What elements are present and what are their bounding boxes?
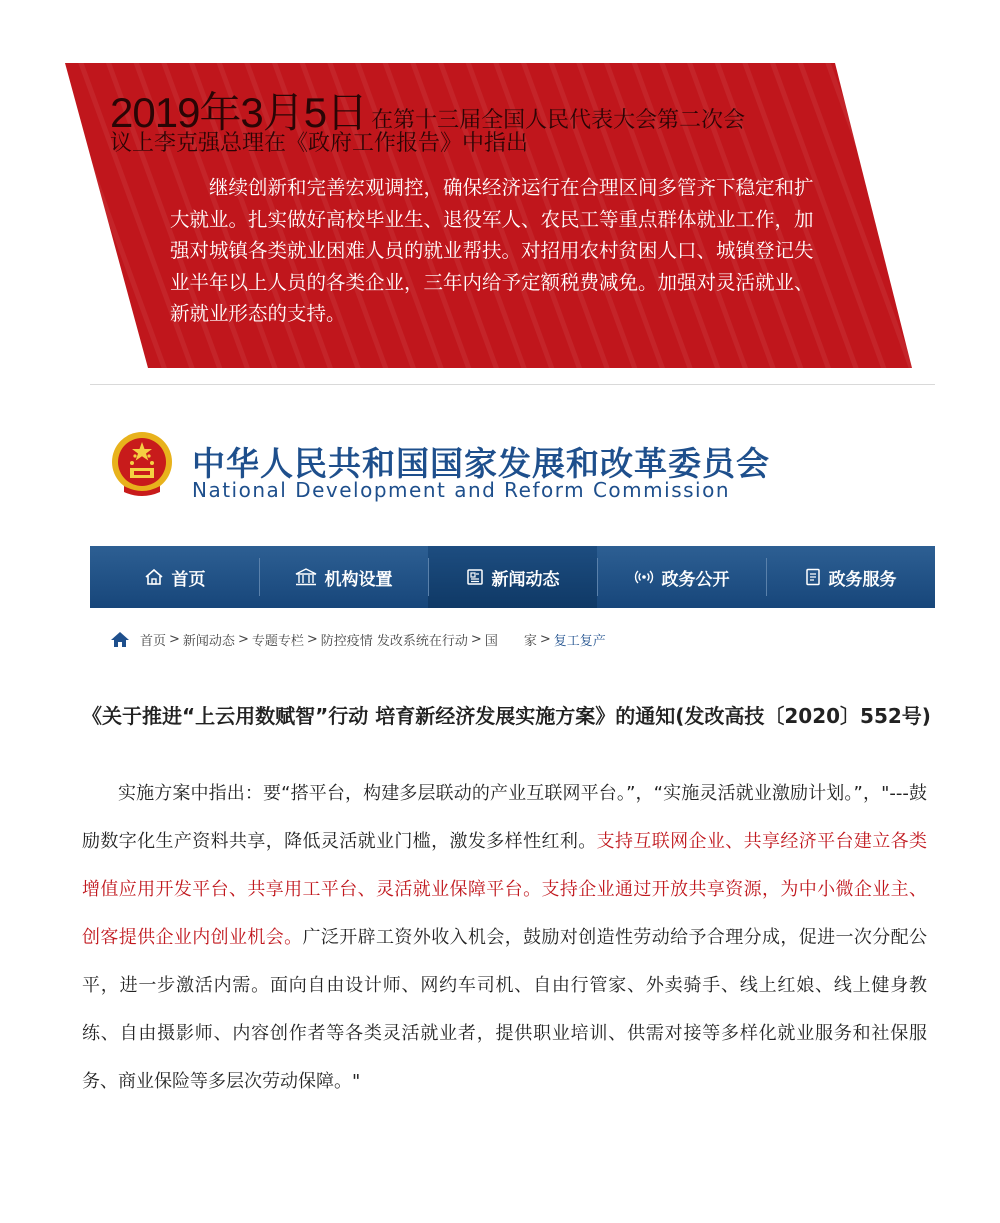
banner-quote bbox=[170, 172, 830, 330]
nav-item-label: 机构设置 bbox=[324, 569, 393, 590]
breadcrumb-news[interactable]: 新闻动态 bbox=[182, 634, 235, 649]
breadcrumb-epidemic[interactable]: 防控疫情 发改系统在行动 bbox=[320, 634, 468, 649]
logo-title-cn: 中华人民共和国国家发展和改革委员会 bbox=[192, 444, 770, 483]
banner-title-line1: 在第十三届全国人民代表大会第二次会 bbox=[371, 108, 746, 133]
red-banner bbox=[0, 0, 1000, 380]
breadcrumb-separator: > bbox=[169, 632, 180, 647]
article-highlight: 支持互联网企业、共享经济平台建立各类增值应用开发平台、共享用工平台、灵活就业保障平台。支持企业通过开放共享资源，为中小微企业主、创客提供企业内创业机会。 bbox=[82, 831, 927, 948]
logo-title-en: National Development and Reform Commission bbox=[192, 478, 730, 502]
building-icon bbox=[295, 568, 317, 586]
home-icon bbox=[144, 568, 164, 586]
breadcrumb bbox=[110, 630, 606, 649]
banner-date: 2019年3月5日 bbox=[110, 89, 368, 136]
nav-item-label: 政务服务 bbox=[828, 569, 897, 590]
nav-item-home[interactable] bbox=[90, 546, 259, 608]
article-paragraph bbox=[82, 770, 927, 1106]
breadcrumb-national[interactable]: 国 家 bbox=[484, 634, 537, 649]
banner-quote-text: 继续创新和完善宏观调控，确保经济运行在合理区间多管齐下稳定和扩大就业。扎实做好高校毕业生、退役军人、农民工等重点群体就业工作，加强对城镇各类就业困难人员的就业帮扶。对招用农村贫困人口、城镇登记失业半年以上人员的各类企业，三年内给予定额税费减免。加强对灵活就业、新就业形态的支持。 bbox=[170, 176, 814, 325]
national-emblem-icon bbox=[110, 430, 174, 500]
breadcrumb-home[interactable]: 首页 bbox=[140, 634, 167, 649]
nav-item-government-affairs[interactable] bbox=[597, 546, 766, 608]
nav-item-label: 新闻动态 bbox=[491, 569, 560, 590]
article-body bbox=[82, 770, 927, 1106]
breadcrumb-separator: > bbox=[237, 632, 249, 647]
news-icon bbox=[466, 568, 484, 586]
nav-item-organization[interactable] bbox=[259, 546, 428, 608]
nav-item-services[interactable] bbox=[766, 546, 935, 608]
breadcrumb-separator: > bbox=[306, 632, 318, 647]
article-rest: 广泛开辟工资外收入机会，鼓励对创造性劳动给予合理分成，促进一次分配公平，进一步激活内需。面向自由设计师、网约车司机、自由行管家、外卖骑手、线上红娘、线上健身教练、自由摄影师、内容创作者等各类灵活就业者，提供职业培训、供需对接等多样化就业服务和社保服务、商业保险等多层次劳动保障。" bbox=[82, 927, 928, 1092]
breadcrumb-topics[interactable]: 专题专栏 bbox=[251, 634, 304, 649]
banner-title-line2: 议上李克强总理在《政府工作报告》中指出 bbox=[110, 131, 529, 156]
divider bbox=[90, 384, 935, 385]
breadcrumb-separator: > bbox=[539, 632, 551, 647]
home-icon[interactable] bbox=[110, 631, 130, 648]
nav-item-news[interactable] bbox=[428, 546, 597, 608]
main-nav bbox=[90, 546, 935, 608]
nav-item-label: 政务公开 bbox=[661, 569, 730, 590]
nav-item-label: 首页 bbox=[171, 569, 206, 590]
breadcrumb-separator: > bbox=[470, 632, 482, 647]
article-intro: 实施方案中指出：要“搭平台，构建多层联动的产业互联网平台。”，“实施灵活就业激励计划。”，"---鼓励数字化生产资料共享，降低灵活就业门槛，激发多样性红利。 bbox=[82, 783, 927, 852]
article-title: 《关于推进“上云用数赋智”行动 培育新经济发展实施方案》的通知(发改高技〔2020〕552号) bbox=[82, 704, 931, 728]
document-icon bbox=[805, 568, 821, 586]
broadcast-icon bbox=[634, 568, 654, 586]
breadcrumb-current[interactable]: 复工复产 bbox=[553, 634, 606, 649]
